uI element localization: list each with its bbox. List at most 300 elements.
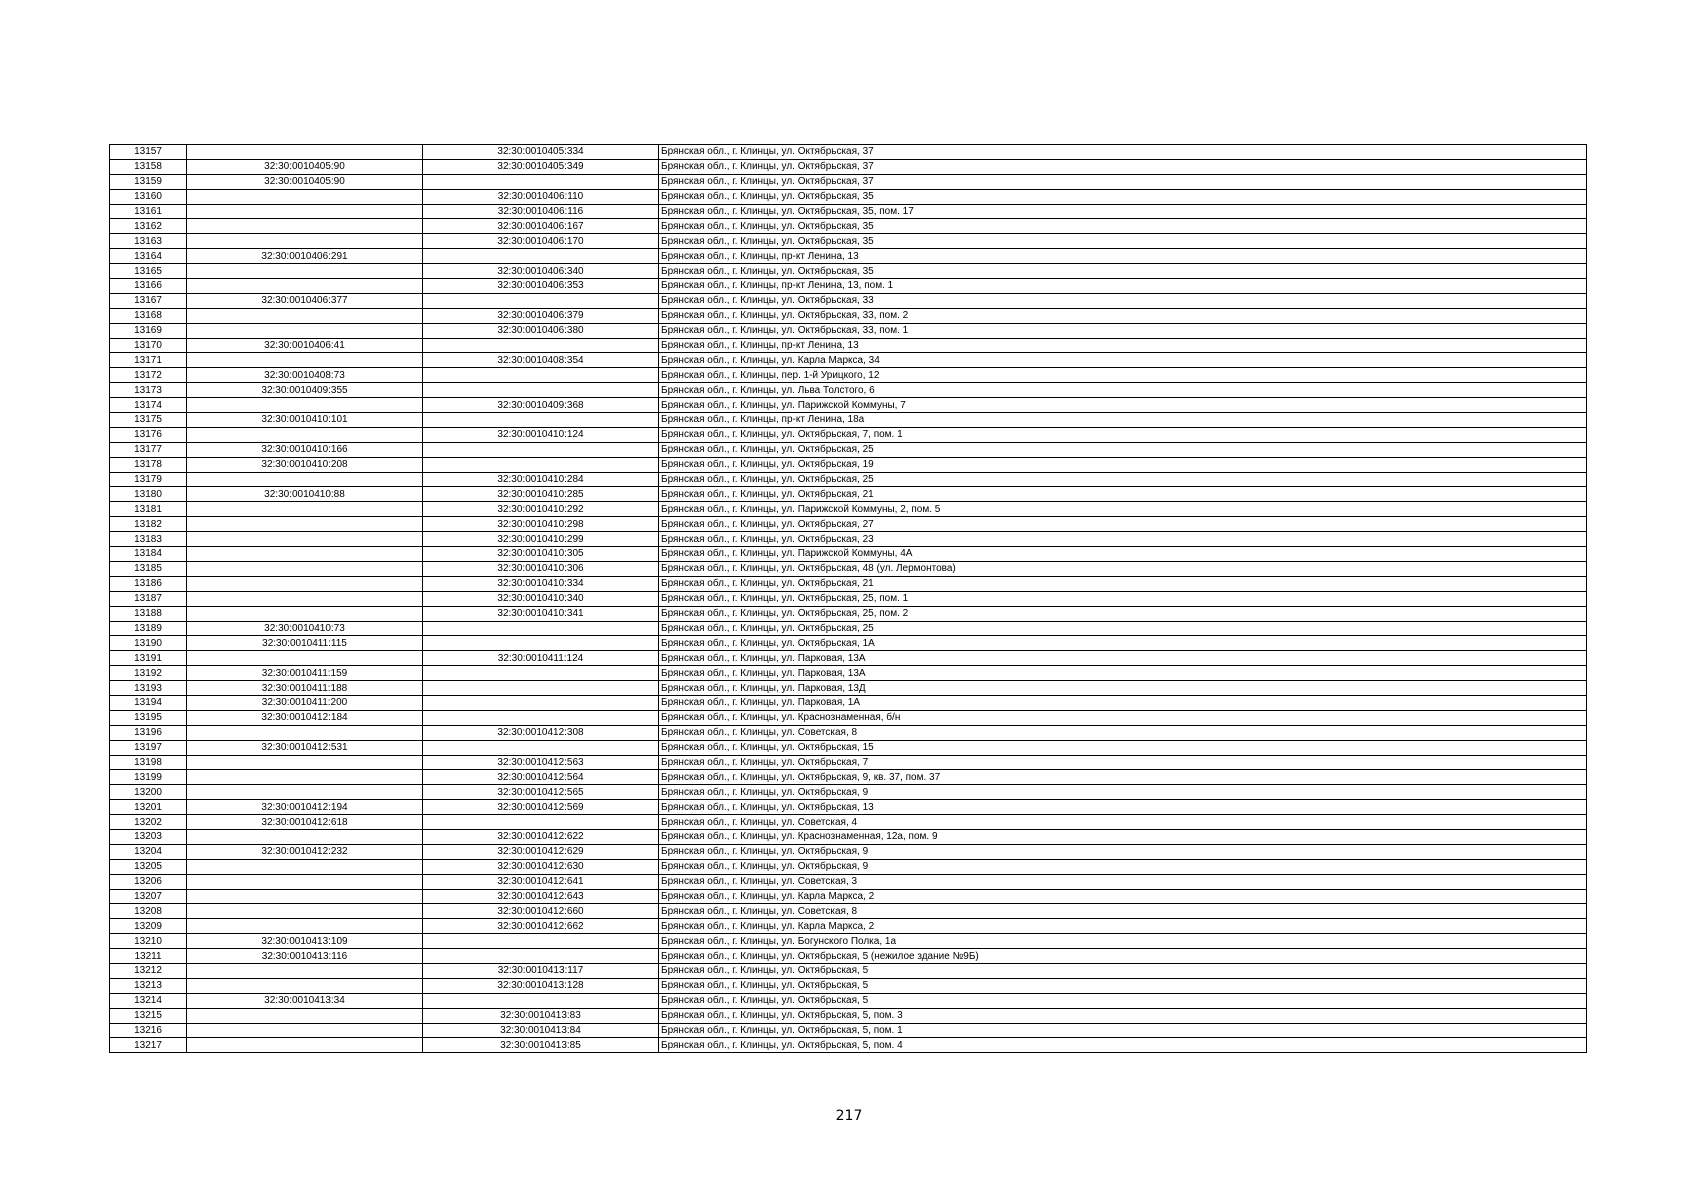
- row-number-cell: 13177: [110, 442, 187, 457]
- cadastral-number-a-cell: [187, 189, 423, 204]
- address-cell: Брянская обл., г. Клинцы, ул. Октябрьская, 21: [659, 576, 1587, 591]
- address-cell: Брянская обл., г. Клинцы, ул. Парковая, 13А: [659, 666, 1587, 681]
- row-number-cell: 13211: [110, 949, 187, 964]
- table-row: [110, 576, 1587, 591]
- table-row: [110, 904, 1587, 919]
- row-number-cell: 13188: [110, 606, 187, 621]
- address-cell: Брянская обл., г. Клинцы, ул. Октябрьская, 9: [659, 859, 1587, 874]
- address-cell: Брянская обл., г. Клинцы, ул. Октябрьская, 13: [659, 800, 1587, 815]
- row-number-cell: 13167: [110, 293, 187, 308]
- cadastral-number-b-cell: 32:30:0010412:660: [423, 904, 659, 919]
- row-number-cell: 13164: [110, 249, 187, 264]
- cadastral-number-a-cell: [187, 770, 423, 785]
- address-cell: Брянская обл., г. Клинцы, ул. Советская, 3: [659, 874, 1587, 889]
- cadastral-number-b-cell: [423, 740, 659, 755]
- row-number-cell: 13195: [110, 710, 187, 725]
- table-row: [110, 666, 1587, 681]
- table-row: [110, 413, 1587, 428]
- cadastral-number-a-cell: 32:30:0010413:116: [187, 949, 423, 964]
- cadastral-number-a-cell: 32:30:0010412:194: [187, 800, 423, 815]
- row-number-cell: 13172: [110, 368, 187, 383]
- row-number-cell: 13204: [110, 844, 187, 859]
- address-cell: Брянская обл., г. Клинцы, ул. Советская, 8: [659, 904, 1587, 919]
- cadastral-number-b-cell: [423, 174, 659, 189]
- cadastral-number-b-cell: [423, 293, 659, 308]
- address-cell: Брянская обл., г. Клинцы, ул. Октябрьская, 33, пом. 2: [659, 308, 1587, 323]
- cadastral-number-b-cell: [423, 621, 659, 636]
- cadastral-number-b-cell: [423, 681, 659, 696]
- cadastral-number-a-cell: 32:30:0010412:232: [187, 844, 423, 859]
- address-cell: Брянская обл., г. Клинцы, пер. 1-й Урицкого, 12: [659, 368, 1587, 383]
- cadastral-number-a-cell: [187, 859, 423, 874]
- cadastral-number-b-cell: 32:30:0010405:349: [423, 159, 659, 174]
- row-number-cell: 13189: [110, 621, 187, 636]
- table-row: [110, 606, 1587, 621]
- cadastral-number-a-cell: 32:30:0010406:291: [187, 249, 423, 264]
- row-number-cell: 13176: [110, 427, 187, 442]
- cadastral-number-b-cell: 32:30:0010406:110: [423, 189, 659, 204]
- address-cell: Брянская обл., г. Клинцы, ул. Октябрьская, 25: [659, 621, 1587, 636]
- cadastral-number-b-cell: [423, 666, 659, 681]
- address-cell: Брянская обл., г. Клинцы, ул. Октябрьская, 25, пом. 1: [659, 591, 1587, 606]
- address-cell: Брянская обл., г. Клинцы, ул. Карла Маркса, 2: [659, 889, 1587, 904]
- table-row: [110, 651, 1587, 666]
- cadastral-number-b-cell: 32:30:0010410:340: [423, 591, 659, 606]
- row-number-cell: 13199: [110, 770, 187, 785]
- cadastral-number-b-cell: 32:30:0010410:305: [423, 547, 659, 562]
- cadastral-number-b-cell: 32:30:0010405:334: [423, 145, 659, 160]
- table-row: [110, 353, 1587, 368]
- cadastral-number-a-cell: [187, 308, 423, 323]
- address-cell: Брянская обл., г. Клинцы, ул. Октябрьская, 5, пом. 3: [659, 1008, 1587, 1023]
- cadastral-number-b-cell: [423, 710, 659, 725]
- cadastral-number-b-cell: 32:30:0010413:85: [423, 1038, 659, 1053]
- cadastral-number-b-cell: [423, 368, 659, 383]
- address-cell: Брянская обл., г. Клинцы, ул. Октябрьская, 9: [659, 785, 1587, 800]
- cadastral-number-a-cell: [187, 353, 423, 368]
- table-row: [110, 442, 1587, 457]
- cadastral-number-a-cell: 32:30:0010406:377: [187, 293, 423, 308]
- cadastral-number-a-cell: [187, 145, 423, 160]
- table-row: [110, 874, 1587, 889]
- cadastral-number-a-cell: [187, 517, 423, 532]
- cadastral-number-b-cell: 32:30:0010412:564: [423, 770, 659, 785]
- address-cell: Брянская обл., г. Клинцы, ул. Октябрьская, 35, пом. 17: [659, 204, 1587, 219]
- table-row: [110, 710, 1587, 725]
- cadastral-number-a-cell: [187, 576, 423, 591]
- cadastral-number-b-cell: 32:30:0010412:565: [423, 785, 659, 800]
- row-number-cell: 13175: [110, 413, 187, 428]
- cadastral-number-b-cell: 32:30:0010412:643: [423, 889, 659, 904]
- cadastral-number-b-cell: 32:30:0010406:116: [423, 204, 659, 219]
- cadastral-number-b-cell: [423, 249, 659, 264]
- row-number-cell: 13165: [110, 264, 187, 279]
- row-number-cell: 13183: [110, 532, 187, 547]
- cadastral-number-b-cell: 32:30:0010412:622: [423, 829, 659, 844]
- address-cell: Брянская обл., г. Клинцы, ул. Октябрьская, 33: [659, 293, 1587, 308]
- table-row: [110, 770, 1587, 785]
- table-row: [110, 725, 1587, 740]
- row-number-cell: 13174: [110, 398, 187, 413]
- table-row: [110, 219, 1587, 234]
- cadastral-number-b-cell: 32:30:0010410:124: [423, 427, 659, 442]
- cadastral-number-b-cell: 32:30:0010410:285: [423, 487, 659, 502]
- row-number-cell: 13187: [110, 591, 187, 606]
- table-row: [110, 293, 1587, 308]
- address-cell: Брянская обл., г. Клинцы, пр-кт Ленина, 13: [659, 338, 1587, 353]
- cadastral-number-b-cell: [423, 949, 659, 964]
- table-body: [110, 145, 1587, 1053]
- cadastral-number-a-cell: 32:30:0010410:208: [187, 457, 423, 472]
- address-cell: Брянская обл., г. Клинцы, ул. Парижской Коммуны, 4А: [659, 547, 1587, 562]
- address-cell: Брянская обл., г. Клинцы, ул. Октябрьская, 5: [659, 978, 1587, 993]
- row-number-cell: 13202: [110, 815, 187, 830]
- table-row: [110, 338, 1587, 353]
- row-number-cell: 13216: [110, 1023, 187, 1038]
- table-row: [110, 785, 1587, 800]
- address-cell: Брянская обл., г. Клинцы, ул. Октябрьская, 1А: [659, 636, 1587, 651]
- cadastral-number-a-cell: 32:30:0010410:101: [187, 413, 423, 428]
- address-cell: Брянская обл., г. Клинцы, ул. Парковая, 13А: [659, 651, 1587, 666]
- cadastral-table: [109, 144, 1587, 1053]
- cadastral-number-a-cell: [187, 502, 423, 517]
- table-row: [110, 249, 1587, 264]
- table-row: [110, 532, 1587, 547]
- cadastral-number-a-cell: [187, 1038, 423, 1053]
- cadastral-number-a-cell: [187, 889, 423, 904]
- table-row: [110, 621, 1587, 636]
- address-cell: Брянская обл., г. Клинцы, ул. Октябрьская, 7, пом. 1: [659, 427, 1587, 442]
- table-row: [110, 934, 1587, 949]
- address-cell: Брянская обл., г. Клинцы, пр-кт Ленина, 13, пом. 1: [659, 279, 1587, 294]
- address-cell: Брянская обл., г. Клинцы, ул. Октябрьская, 35: [659, 264, 1587, 279]
- table-row: [110, 889, 1587, 904]
- cadastral-number-a-cell: 32:30:0010411:115: [187, 636, 423, 651]
- cadastral-number-a-cell: [187, 755, 423, 770]
- table-row: [110, 308, 1587, 323]
- table-row: [110, 517, 1587, 532]
- address-cell: Брянская обл., г. Клинцы, ул. Октябрьская, 35: [659, 219, 1587, 234]
- cadastral-number-b-cell: [423, 457, 659, 472]
- row-number-cell: 13173: [110, 383, 187, 398]
- address-cell: Брянская обл., г. Клинцы, ул. Советская, 8: [659, 725, 1587, 740]
- cadastral-number-a-cell: [187, 1008, 423, 1023]
- table-row: [110, 204, 1587, 219]
- address-cell: Брянская обл., г. Клинцы, ул. Октябрьская, 35: [659, 189, 1587, 204]
- address-cell: Брянская обл., г. Клинцы, ул. Льва Толстого, 6: [659, 383, 1587, 398]
- cadastral-number-b-cell: [423, 815, 659, 830]
- address-cell: Брянская обл., г. Клинцы, ул. Октябрьская, 9: [659, 844, 1587, 859]
- cadastral-number-a-cell: [187, 561, 423, 576]
- cadastral-number-a-cell: 32:30:0010413:34: [187, 993, 423, 1008]
- row-number-cell: 13207: [110, 889, 187, 904]
- row-number-cell: 13171: [110, 353, 187, 368]
- row-number-cell: 13163: [110, 234, 187, 249]
- cadastral-number-a-cell: 32:30:0010411:159: [187, 666, 423, 681]
- table-row: [110, 815, 1587, 830]
- cadastral-number-a-cell: 32:30:0010408:73: [187, 368, 423, 383]
- cadastral-number-a-cell: 32:30:0010406:41: [187, 338, 423, 353]
- row-number-cell: 13184: [110, 547, 187, 562]
- row-number-cell: 13160: [110, 189, 187, 204]
- row-number-cell: 13181: [110, 502, 187, 517]
- address-cell: Брянская обл., г. Клинцы, ул. Октябрьская, 21: [659, 487, 1587, 502]
- address-cell: Брянская обл., г. Клинцы, ул. Октябрьская, 5: [659, 963, 1587, 978]
- row-number-cell: 13198: [110, 755, 187, 770]
- row-number-cell: 13185: [110, 561, 187, 576]
- cadastral-number-a-cell: [187, 264, 423, 279]
- cadastral-number-a-cell: [187, 532, 423, 547]
- table-row: [110, 174, 1587, 189]
- row-number-cell: 13196: [110, 725, 187, 740]
- address-cell: Брянская обл., г. Клинцы, пр-кт Ленина, 18а: [659, 413, 1587, 428]
- row-number-cell: 13180: [110, 487, 187, 502]
- row-number-cell: 13214: [110, 993, 187, 1008]
- cadastral-number-a-cell: 32:30:0010413:109: [187, 934, 423, 949]
- row-number-cell: 13170: [110, 338, 187, 353]
- table-row: [110, 323, 1587, 338]
- table-row: [110, 398, 1587, 413]
- row-number-cell: 13206: [110, 874, 187, 889]
- cadastral-number-b-cell: 32:30:0010406:167: [423, 219, 659, 234]
- address-cell: Брянская обл., г. Клинцы, ул. Октябрьская, 7: [659, 755, 1587, 770]
- cadastral-number-a-cell: [187, 963, 423, 978]
- address-cell: Брянская обл., г. Клинцы, ул. Октябрьская, 37: [659, 174, 1587, 189]
- cadastral-number-b-cell: [423, 993, 659, 1008]
- cadastral-number-a-cell: 32:30:0010412:184: [187, 710, 423, 725]
- table-row: [110, 279, 1587, 294]
- address-cell: Брянская обл., г. Клинцы, ул. Краснознаменная, 12а, пом. 9: [659, 829, 1587, 844]
- cadastral-number-a-cell: 32:30:0010412:618: [187, 815, 423, 830]
- row-number-cell: 13193: [110, 681, 187, 696]
- cadastral-number-b-cell: 32:30:0010410:284: [423, 472, 659, 487]
- cadastral-number-b-cell: 32:30:0010406:379: [423, 308, 659, 323]
- address-cell: Брянская обл., г. Клинцы, ул. Октябрьская, 27: [659, 517, 1587, 532]
- cadastral-number-a-cell: [187, 323, 423, 338]
- cadastral-number-a-cell: 32:30:0010412:531: [187, 740, 423, 755]
- cadastral-number-b-cell: 32:30:0010412:308: [423, 725, 659, 740]
- row-number-cell: 13178: [110, 457, 187, 472]
- address-cell: Брянская обл., г. Клинцы, ул. Краснознаменная, б/н: [659, 710, 1587, 725]
- cadastral-number-a-cell: [187, 398, 423, 413]
- address-cell: Брянская обл., г. Клинцы, ул. Карла Маркса, 2: [659, 919, 1587, 934]
- cadastral-number-b-cell: [423, 413, 659, 428]
- table-row: [110, 963, 1587, 978]
- table-row: [110, 681, 1587, 696]
- row-number-cell: 13159: [110, 174, 187, 189]
- cadastral-number-a-cell: 32:30:0010405:90: [187, 174, 423, 189]
- table-row: [110, 145, 1587, 160]
- row-number-cell: 13158: [110, 159, 187, 174]
- cadastral-number-a-cell: [187, 904, 423, 919]
- cadastral-number-b-cell: 32:30:0010410:292: [423, 502, 659, 517]
- table-row: [110, 234, 1587, 249]
- row-number-cell: 13210: [110, 934, 187, 949]
- row-number-cell: 13191: [110, 651, 187, 666]
- row-number-cell: 13194: [110, 695, 187, 710]
- row-number-cell: 13203: [110, 829, 187, 844]
- table-row: [110, 844, 1587, 859]
- cadastral-number-b-cell: 32:30:0010412:629: [423, 844, 659, 859]
- table-row: [110, 993, 1587, 1008]
- row-number-cell: 13166: [110, 279, 187, 294]
- cadastral-number-a-cell: [187, 279, 423, 294]
- table-row: [110, 695, 1587, 710]
- address-cell: Брянская обл., г. Клинцы, ул. Октябрьская, 25, пом. 2: [659, 606, 1587, 621]
- table-row: [110, 978, 1587, 993]
- row-number-cell: 13200: [110, 785, 187, 800]
- row-number-cell: 13205: [110, 859, 187, 874]
- row-number-cell: 13213: [110, 978, 187, 993]
- table-row: [110, 829, 1587, 844]
- table-row: [110, 800, 1587, 815]
- address-cell: Брянская обл., г. Клинцы, ул. Октябрьская, 33, пом. 1: [659, 323, 1587, 338]
- row-number-cell: 13209: [110, 919, 187, 934]
- cadastral-number-a-cell: [187, 547, 423, 562]
- cadastral-number-a-cell: [187, 874, 423, 889]
- cadastral-number-a-cell: 32:30:0010411:200: [187, 695, 423, 710]
- cadastral-number-b-cell: [423, 338, 659, 353]
- cadastral-number-a-cell: [187, 219, 423, 234]
- cadastral-number-b-cell: 32:30:0010410:299: [423, 532, 659, 547]
- address-cell: Брянская обл., г. Клинцы, ул. Октябрьская, 37: [659, 145, 1587, 160]
- cadastral-number-b-cell: 32:30:0010406:353: [423, 279, 659, 294]
- cadastral-number-a-cell: [187, 785, 423, 800]
- address-cell: Брянская обл., г. Клинцы, ул. Октябрьская, 5, пом. 4: [659, 1038, 1587, 1053]
- cadastral-number-a-cell: [187, 606, 423, 621]
- table-row: [110, 472, 1587, 487]
- cadastral-number-a-cell: [187, 919, 423, 934]
- row-number-cell: 13201: [110, 800, 187, 815]
- address-cell: Брянская обл., г. Клинцы, ул. Парковая, 1А: [659, 695, 1587, 710]
- cadastral-number-b-cell: 32:30:0010406:380: [423, 323, 659, 338]
- address-cell: Брянская обл., г. Клинцы, ул. Карла Маркса, 34: [659, 353, 1587, 368]
- cadastral-number-b-cell: 32:30:0010412:569: [423, 800, 659, 815]
- address-cell: Брянская обл., г. Клинцы, ул. Парковая, 13Д: [659, 681, 1587, 696]
- table-row: [110, 487, 1587, 502]
- address-cell: Брянская обл., г. Клинцы, ул. Октябрьская, 5, пом. 1: [659, 1023, 1587, 1038]
- cadastral-number-a-cell: 32:30:0010409:355: [187, 383, 423, 398]
- cadastral-number-a-cell: [187, 725, 423, 740]
- table-row: [110, 1023, 1587, 1038]
- address-cell: Брянская обл., г. Клинцы, ул. Октябрьская, 19: [659, 457, 1587, 472]
- row-number-cell: 13157: [110, 145, 187, 160]
- row-number-cell: 13162: [110, 219, 187, 234]
- table-row: [110, 383, 1587, 398]
- row-number-cell: 13179: [110, 472, 187, 487]
- cadastral-number-a-cell: 32:30:0010411:188: [187, 681, 423, 696]
- cadastral-number-b-cell: 32:30:0010410:298: [423, 517, 659, 532]
- table-row: [110, 547, 1587, 562]
- cadastral-number-b-cell: 32:30:0010412:630: [423, 859, 659, 874]
- row-number-cell: 13212: [110, 963, 187, 978]
- table-row: [110, 368, 1587, 383]
- cadastral-number-a-cell: 32:30:0010410:166: [187, 442, 423, 457]
- cadastral-number-b-cell: 32:30:0010413:117: [423, 963, 659, 978]
- table-row: [110, 427, 1587, 442]
- cadastral-number-a-cell: [187, 651, 423, 666]
- row-number-cell: 13215: [110, 1008, 187, 1023]
- table-row: [110, 755, 1587, 770]
- table-row: [110, 561, 1587, 576]
- cadastral-number-a-cell: [187, 427, 423, 442]
- cadastral-number-a-cell: [187, 472, 423, 487]
- cadastral-number-a-cell: 32:30:0010405:90: [187, 159, 423, 174]
- table-row: [110, 1038, 1587, 1053]
- row-number-cell: 13208: [110, 904, 187, 919]
- cadastral-number-a-cell: [187, 978, 423, 993]
- cadastral-number-b-cell: 32:30:0010412:641: [423, 874, 659, 889]
- address-cell: Брянская обл., г. Клинцы, пр-кт Ленина, 13: [659, 249, 1587, 264]
- cadastral-number-a-cell: [187, 204, 423, 219]
- address-cell: Брянская обл., г. Клинцы, ул. Советская, 4: [659, 815, 1587, 830]
- table-row: [110, 949, 1587, 964]
- address-cell: Брянская обл., г. Клинцы, ул. Октябрьская, 5: [659, 993, 1587, 1008]
- table-row: [110, 636, 1587, 651]
- row-number-cell: 13186: [110, 576, 187, 591]
- cadastral-number-a-cell: [187, 234, 423, 249]
- table-row: [110, 264, 1587, 279]
- cadastral-number-b-cell: [423, 442, 659, 457]
- cadastral-number-b-cell: [423, 636, 659, 651]
- cadastral-number-b-cell: 32:30:0010409:368: [423, 398, 659, 413]
- row-number-cell: 13190: [110, 636, 187, 651]
- address-cell: Брянская обл., г. Клинцы, ул. Октябрьская, 35: [659, 234, 1587, 249]
- address-cell: Брянская обл., г. Клинцы, ул. Октябрьская, 48 (ул. Лермонтова): [659, 561, 1587, 576]
- table-row: [110, 740, 1587, 755]
- address-cell: Брянская обл., г. Клинцы, ул. Октябрьская, 5 (нежилое здание №9Б): [659, 949, 1587, 964]
- cadastral-number-b-cell: 32:30:0010410:306: [423, 561, 659, 576]
- page-number: 217: [835, 1108, 863, 1124]
- address-cell: Брянская обл., г. Клинцы, ул. Октябрьская, 25: [659, 472, 1587, 487]
- cadastral-number-a-cell: 32:30:0010410:88: [187, 487, 423, 502]
- row-number-cell: 13217: [110, 1038, 187, 1053]
- address-cell: Брянская обл., г. Клинцы, ул. Октябрьская, 25: [659, 442, 1587, 457]
- cadastral-number-b-cell: 32:30:0010411:124: [423, 651, 659, 666]
- table-row: [110, 1008, 1587, 1023]
- address-cell: Брянская обл., г. Клинцы, ул. Октябрьская, 9, кв. 37, пом. 37: [659, 770, 1587, 785]
- address-cell: Брянская обл., г. Клинцы, ул. Октябрьская, 37: [659, 159, 1587, 174]
- table-row: [110, 859, 1587, 874]
- table-row: [110, 591, 1587, 606]
- cadastral-number-b-cell: 32:30:0010410:334: [423, 576, 659, 591]
- table-row: [110, 189, 1587, 204]
- row-number-cell: 13182: [110, 517, 187, 532]
- cadastral-number-b-cell: 32:30:0010413:128: [423, 978, 659, 993]
- cadastral-number-b-cell: 32:30:0010408:354: [423, 353, 659, 368]
- address-cell: Брянская обл., г. Клинцы, ул. Парижской Коммуны, 7: [659, 398, 1587, 413]
- row-number-cell: 13197: [110, 740, 187, 755]
- cadastral-number-a-cell: [187, 829, 423, 844]
- cadastral-number-b-cell: 32:30:0010406:170: [423, 234, 659, 249]
- cadastral-number-a-cell: [187, 1023, 423, 1038]
- address-cell: Брянская обл., г. Клинцы, ул. Парижской Коммуны, 2, пом. 5: [659, 502, 1587, 517]
- cadastral-number-b-cell: 32:30:0010413:84: [423, 1023, 659, 1038]
- cadastral-number-b-cell: 32:30:0010413:83: [423, 1008, 659, 1023]
- address-cell: Брянская обл., г. Клинцы, ул. Октябрьская, 15: [659, 740, 1587, 755]
- cadastral-number-b-cell: [423, 383, 659, 398]
- cadastral-number-b-cell: [423, 695, 659, 710]
- cadastral-number-b-cell: 32:30:0010412:662: [423, 919, 659, 934]
- table-row: [110, 502, 1587, 517]
- address-cell: Брянская обл., г. Клинцы, ул. Октябрьская, 23: [659, 532, 1587, 547]
- cadastral-number-b-cell: 32:30:0010406:340: [423, 264, 659, 279]
- row-number-cell: 13169: [110, 323, 187, 338]
- row-number-cell: 13192: [110, 666, 187, 681]
- address-cell: Брянская обл., г. Клинцы, ул. Богунского Полка, 1а: [659, 934, 1587, 949]
- cadastral-number-a-cell: 32:30:0010410:73: [187, 621, 423, 636]
- cadastral-number-b-cell: 32:30:0010412:563: [423, 755, 659, 770]
